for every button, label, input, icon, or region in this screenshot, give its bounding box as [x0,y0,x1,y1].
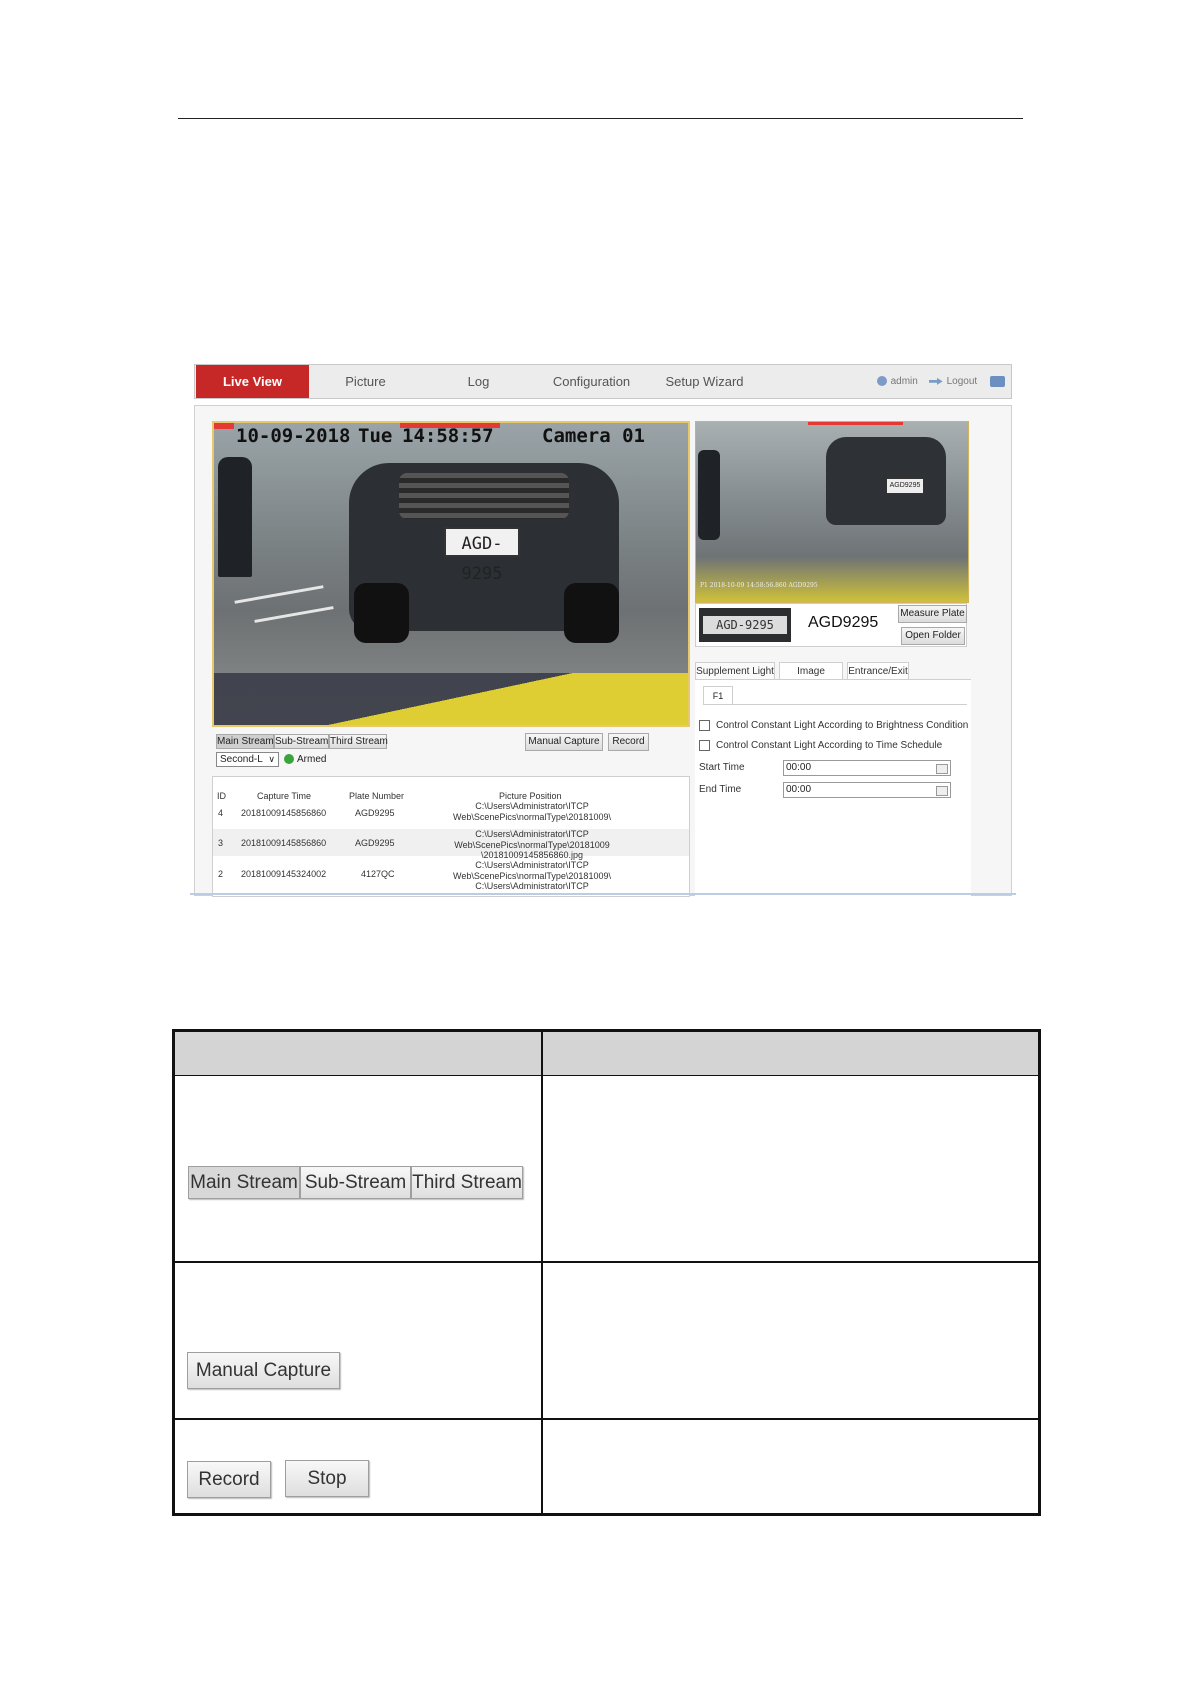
third-stream-button[interactable]: Third Stream [330,736,388,747]
row-id: 3 [218,838,224,848]
col-plate-number: Plate Number [349,791,405,801]
plate-crop-text: AGD-9295 [703,616,787,634]
row-plate: 4127QC [361,869,395,879]
record-button[interactable]: Record [608,733,649,751]
tab-supplement-light[interactable]: Supplement Light [695,662,775,680]
user-icon [877,376,887,386]
plate-number: AGD9295 [808,614,879,631]
start-time-label: Start Time [699,762,745,773]
end-time-label: End Time [699,784,742,795]
sub-stream-button-image: Sub-Stream [300,1166,411,1199]
schedule-option-label: Control Constant Light According to Time Schedule [716,740,943,752]
car-grille [399,473,569,519]
tab-picture[interactable]: Picture [345,374,386,389]
supplement-light-panel [695,679,971,897]
pedestrian [698,450,720,540]
table-row-divider [175,1418,1038,1420]
osd-marker [214,423,234,429]
brightness-option-label: Control Constant Light According to Brightness Condition [716,720,969,732]
pedestrian [218,457,252,577]
table-row[interactable] [213,803,689,830]
open-folder-button[interactable]: Open Folder [901,627,965,645]
tab-entrance-exit[interactable]: Entrance/Exit [847,662,909,680]
snapshot-marker [808,422,903,425]
table-row[interactable] [213,829,689,860]
osd-day: Tue [358,425,393,447]
table-row-divider [175,1261,1038,1263]
checkbox[interactable] [699,720,710,731]
check-icon [284,754,294,764]
table-column-divider [541,1032,543,1513]
row-position [437,860,627,892]
logout-icon[interactable] [929,378,943,385]
osd-time: 14:58:57 [402,425,494,447]
armed-label: Armed [297,754,327,765]
row-time: 20181009145856860 [241,838,327,848]
main-stream-button-image: Main Stream [188,1166,300,1199]
user-area [877,365,1005,398]
third-stream-button-image: Third Stream [411,1166,523,1199]
capture-mode-select[interactable]: Second-L ∨ [216,752,279,767]
plate-crop-image [699,608,791,642]
car-wheel [564,583,619,643]
settings-tabs [695,662,971,680]
snapshot-stamp: P1 2018-10-09 14:58:56.860 AGD9295 [700,582,818,589]
row-position-line: C:\Users\Administrator\ITCP [475,881,589,891]
row-id: 4 [218,808,224,818]
live-video[interactable] [212,421,690,727]
tab-image[interactable]: Image [779,662,843,680]
button-description-table [172,1029,1041,1516]
tab-log[interactable]: Log [467,374,490,389]
license-plate: AGD-9295 [444,527,520,557]
row-position-line: C:\Users\Administrator\ITCP [475,801,589,811]
main-stream-button[interactable]: Main Stream [217,736,274,747]
row-plate: AGD9295 [355,808,395,818]
tab-f1[interactable]: F1 [703,686,733,704]
row-position-line: \20181009145856860.jpg [480,850,584,860]
manual-capture-button[interactable]: Manual Capture [525,733,603,751]
col-capture-time: Capture Time [257,791,312,801]
row-position [437,801,627,822]
measure-plate-button[interactable]: Measure Plate [898,605,967,623]
osd-date: 10-09-2018 [236,425,351,447]
screenshot-bottom-edge [190,893,1016,895]
start-time-input[interactable]: 00:00 [783,760,951,776]
row-position [437,829,627,861]
col-picture-position: Picture Position [499,791,562,801]
speed-bump [214,673,690,727]
live-view-screenshot [194,364,1012,896]
road-marking [254,606,333,623]
header-rule [178,118,1023,119]
row-position-line: Web\ScenePics\normalType\20181009\ [453,870,611,881]
table-header-row [175,1032,1038,1076]
capture-snapshot[interactable] [695,421,969,603]
live-view-content [194,405,1012,896]
license-plate: AGD9295 [886,478,924,494]
row-time: 20181009145856860 [241,808,327,818]
tab-configuration[interactable]: Configuration [552,374,631,389]
divider [703,704,967,705]
record-button-image: Record [187,1461,271,1498]
road-marking [234,585,323,604]
sub-stream-button[interactable]: Sub-Stream [275,736,329,747]
row-position-line: C:\Users\Administrator\ITCP [475,829,589,839]
row-time: 20181009145324002 [241,869,327,879]
capture-list [212,776,690,897]
tab-setup-wizard[interactable]: Setup Wizard [665,374,744,389]
end-time-input[interactable]: 00:00 [783,782,951,798]
schedule-option[interactable] [699,740,942,752]
manual-capture-button-image: Manual Capture [187,1352,340,1389]
brightness-option[interactable] [699,720,968,732]
row-position-line: C:\Users\Administrator\ITCP [475,860,589,870]
top-navbar [194,364,1012,399]
row-position-line: Web\ScenePics\normalType\20181009 [454,839,610,850]
username: admin [890,376,918,387]
osd-camera: Camera 01 [542,425,645,447]
armed-status [284,753,326,766]
checkbox[interactable] [699,740,710,751]
tab-live-view[interactable]: Live View [196,365,309,398]
col-id: ID [217,791,226,801]
row-plate: AGD9295 [355,838,395,848]
stop-button-image: Stop [285,1460,369,1497]
row-position-line: Web\ScenePics\normalType\20181009\ [453,811,611,822]
table-row[interactable] [213,861,689,897]
logout-link[interactable]: Logout [946,376,978,387]
help-icon[interactable] [990,376,1005,387]
car-wheel [354,583,409,643]
row-id: 2 [218,869,224,879]
